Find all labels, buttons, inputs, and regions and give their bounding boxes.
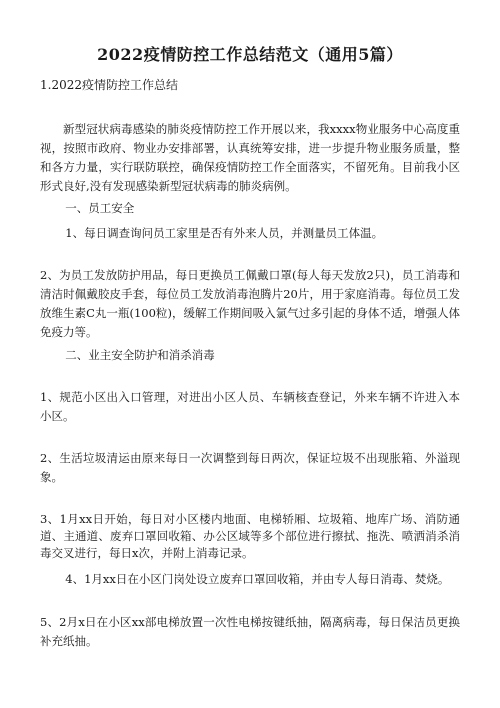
paragraph-item: 1、每日调查询问员工家里是否有外来人员，并测量员工体温。 [65, 226, 384, 240]
paragraph-item: 1、规范小区出入口管理，对进出小区人员、车辆核查登记，外来车辆不许进入本小区。 [40, 390, 460, 423]
paragraph-item: 4、1月xx日在小区门岗处设立废弃口罩回收箱，并由专人每日消毒、焚烧。 [65, 572, 450, 586]
paragraph-item: 5、2月x日在小区xx部电梯放置一次性电梯按键纸抽，隔离病毒，每日保洁员更换补充纸抽。 [40, 615, 460, 648]
section-heading: 1.2022疫情防控工作总结 [40, 78, 178, 92]
subheading-owner-safety: 二、业主安全防护和消杀消毒 [65, 348, 215, 362]
paragraph-item: 2、为员工发放防护用品，每日更换员工佩戴口罩(每人每天发放2只)，员工消毒和清洁时佩戴胶皮手套，每位员工发放消毒泡腾片20片，用于家庭消毒。每位员工发放维生素C丸一瓶(100粒)，缓解工作期间吸入氯气过多引起的身体不适，增强人体免疫力等。 [40, 268, 460, 339]
intro-paragraph: 新型冠状病毒感染的肺炎疫情防控工作开展以来，我xxxx物业服务中心高度重视，按照市政府、物业办安排部署，认真统筹安排，进一步提升物业服务质量，整和各方力量，实行联防联控，确保疫情防控工作全面落实，不留死角。目前我小区形式良好,没有发现感染新型冠状病毒的肺炎病例。 [40, 122, 460, 193]
paragraph-item: 3、1月xx日开始，每日对小区楼内地面、电梯轿厢、垃圾箱、地库广场、消防通道、主通道、废弃口罩回收箱、办公区域等多个部位进行擦拭、拖洗、喷洒消杀消毒交叉进行，每日x次，并附上消毒记录。 [40, 512, 460, 560]
subheading-staff-safety: 一、员工安全 [65, 201, 135, 215]
paragraph-item: 2、生活垃圾清运由原来每日一次调整到每日两次，保证垃圾不出现胀箱、外溢现象。 [40, 451, 460, 484]
document-title: 2022疫情防控工作总结范文（通用5篇） [97, 45, 403, 64]
